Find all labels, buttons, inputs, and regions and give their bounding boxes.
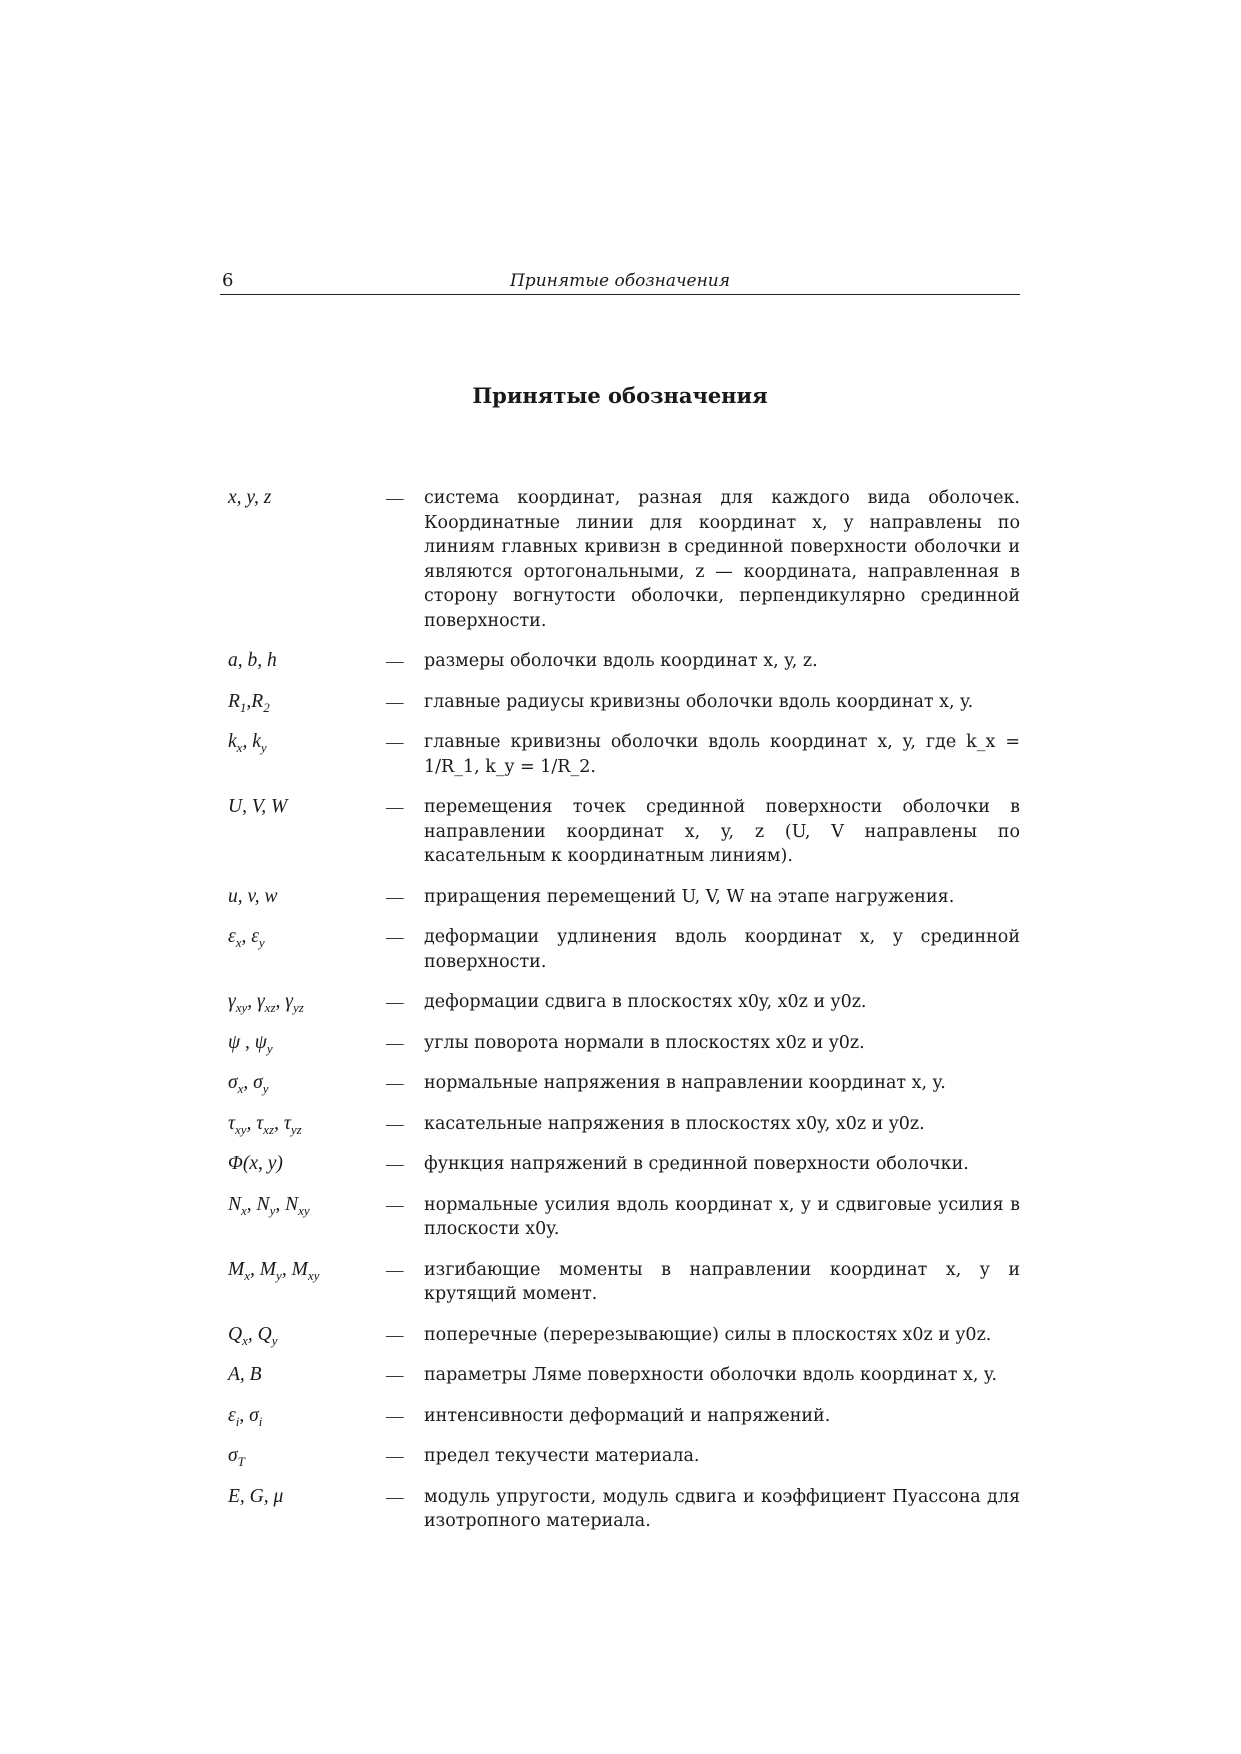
notation-dash: — — [386, 797, 404, 817]
notation-dash: — — [386, 1446, 404, 1466]
notation-dash: — — [386, 691, 404, 712]
notation-description: изгибающие моменты в направлении координат x, y и крутящий момент. — [424, 1259, 1020, 1304]
notation-symbol: ψ , $\psi_y$ — [228, 1031, 273, 1056]
notation-entry — [228, 1258, 1020, 1307]
notation-description: касательные напряжения в плоскостях x0y, x0z и y0z. — [424, 1113, 925, 1134]
notation-entry — [228, 1071, 1020, 1096]
section-heading: Принятые обозначения — [472, 383, 768, 408]
notation-description: углы поворота нормали в плоскостях x0z и y0z. — [424, 1032, 865, 1053]
notation-dash: — — [386, 1113, 404, 1134]
notation-dash: — — [386, 1259, 404, 1280]
notation-symbol: $Q_x$, $Q_y$ — [228, 1323, 278, 1348]
running-title: Принятые обозначения — [509, 271, 731, 291]
notation-description: предел текучести материала. — [424, 1446, 700, 1466]
notation-symbol: $\sigma_T$ — [228, 1445, 245, 1469]
notation-symbol: $N_x$, $N_y$, $N_{xy}$ — [228, 1193, 310, 1218]
notation-entry — [228, 885, 1020, 910]
notation-dash: — — [386, 886, 404, 907]
notation-description: модуль упругости, модуль сдвига и коэффициент Пуассона для изотропного материала. — [424, 1486, 1020, 1531]
notation-dash: — — [386, 992, 404, 1012]
notation-description: система координат, разная для каждого вида оболочек. Координатные линии для координат x, y направлены по линиям главных кривизн в срединной поверхности оболочки и являются ортогональными, z — координата, направленная в сторону вогнутости оболочки, перпендикулярно срединной поверхности. — [424, 488, 1020, 631]
notation-entry — [228, 925, 1020, 974]
notation-description: нормальные напряжения в направлении координат x, y. — [424, 1073, 946, 1093]
notation-symbol: a, b, h — [228, 650, 277, 671]
notation-symbol: $\tau_{xy}$, $\tau_{xz}$, $\tau_{yz}$ — [228, 1112, 302, 1137]
notation-dash: — — [386, 1194, 404, 1215]
page-number: 6 — [222, 270, 234, 291]
notation-dash: — — [386, 1486, 404, 1507]
notation-entry — [228, 1031, 1020, 1056]
notation-symbol: u, v, w — [228, 885, 278, 907]
notation-entry — [228, 690, 1020, 715]
notation-dash: — — [386, 1324, 404, 1345]
notation-symbol: $\gamma_{xy}$, $\gamma_{xz}$, $\gamma_{yz}$ — [228, 991, 304, 1015]
notation-entry — [228, 1112, 1020, 1137]
notation-entry — [228, 1193, 1020, 1242]
notation-dash: — — [386, 1073, 404, 1093]
notation-entry — [228, 795, 1020, 869]
notation-entry — [228, 990, 1020, 1015]
notation-entry — [228, 1404, 1020, 1429]
notation-dash: — — [386, 1365, 404, 1385]
notation-description: параметры Ляме поверхности оболочки вдоль координат x, y. — [424, 1365, 998, 1385]
notation-dash: — — [386, 488, 404, 508]
notation-dash: — — [386, 732, 404, 752]
notation-description: главные кривизны оболочки вдоль координат x, y, где k_x = 1/R_1, k_y = 1/R_2. — [424, 732, 1020, 777]
notation-description: перемещения точек срединной поверхности оболочки в направлении координат x, y, z (U, V направлены по касательным к координатным линиям). — [424, 797, 1020, 866]
notation-symbol: $\sigma_x$, $\sigma_y$ — [228, 1072, 269, 1096]
notation-description: размеры оболочки вдоль координат x, y, z. — [424, 651, 818, 671]
notation-entry — [228, 1444, 1020, 1469]
notation-symbol: $M_x$, $M_y$, $M_{xy}$ — [228, 1258, 320, 1283]
notation-symbol: $R_1,R_2$ — [228, 690, 270, 715]
notation-entry — [228, 1363, 1020, 1388]
notation-symbol: E, G, μ — [228, 1485, 284, 1507]
notation-dash: — — [386, 1405, 404, 1426]
notation-description: поперечные (перерезывающие) силы в плоскостях x0z и y0z. — [424, 1324, 992, 1345]
notation-description: интенсивности деформаций и напряжений. — [424, 1405, 831, 1426]
notation-symbol: $\varepsilon_x$, $\varepsilon_y$ — [228, 926, 265, 950]
notation-symbol: Φ(x, y) — [228, 1153, 283, 1174]
notation-dash: — — [386, 1032, 404, 1053]
notation-description: главные радиусы кривизны оболочки вдоль координат x, y. — [424, 691, 974, 712]
running-head — [220, 270, 1020, 295]
notation-description: функция напряжений в срединной поверхности оболочки. — [424, 1154, 969, 1174]
notation-symbol: A, B — [228, 1364, 262, 1385]
notation-entry — [228, 730, 1020, 779]
notation-symbol: $\varepsilon_i$, $\sigma_i$ — [228, 1404, 263, 1429]
notation-dash: — — [386, 927, 404, 947]
notation-description: нормальные усилия вдоль координат x, y и сдвиговые усилия в плоскости x0y. — [424, 1194, 1020, 1239]
notation-entry — [228, 649, 1020, 674]
notation-description: приращения перемещений U, V, W на этапе нагружения. — [424, 886, 955, 907]
notation-entry — [228, 1485, 1020, 1534]
notation-entry — [228, 1323, 1020, 1348]
notation-description: деформации удлинения вдоль координат x, y срединной поверхности. — [424, 927, 1020, 972]
notation-entry — [228, 486, 1020, 633]
notation-symbol: $k_x$, $k_y$ — [228, 731, 267, 755]
notation-description: деформации сдвига в плоскостях x0y, x0z и y0z. — [424, 992, 867, 1012]
notation-symbol: U, V, W — [228, 796, 288, 817]
notation-symbol: x, y, z — [228, 487, 272, 508]
notation-list — [228, 486, 1020, 1550]
notation-entry — [228, 1152, 1020, 1177]
notation-dash: — — [386, 651, 404, 671]
notation-dash: — — [386, 1154, 404, 1174]
